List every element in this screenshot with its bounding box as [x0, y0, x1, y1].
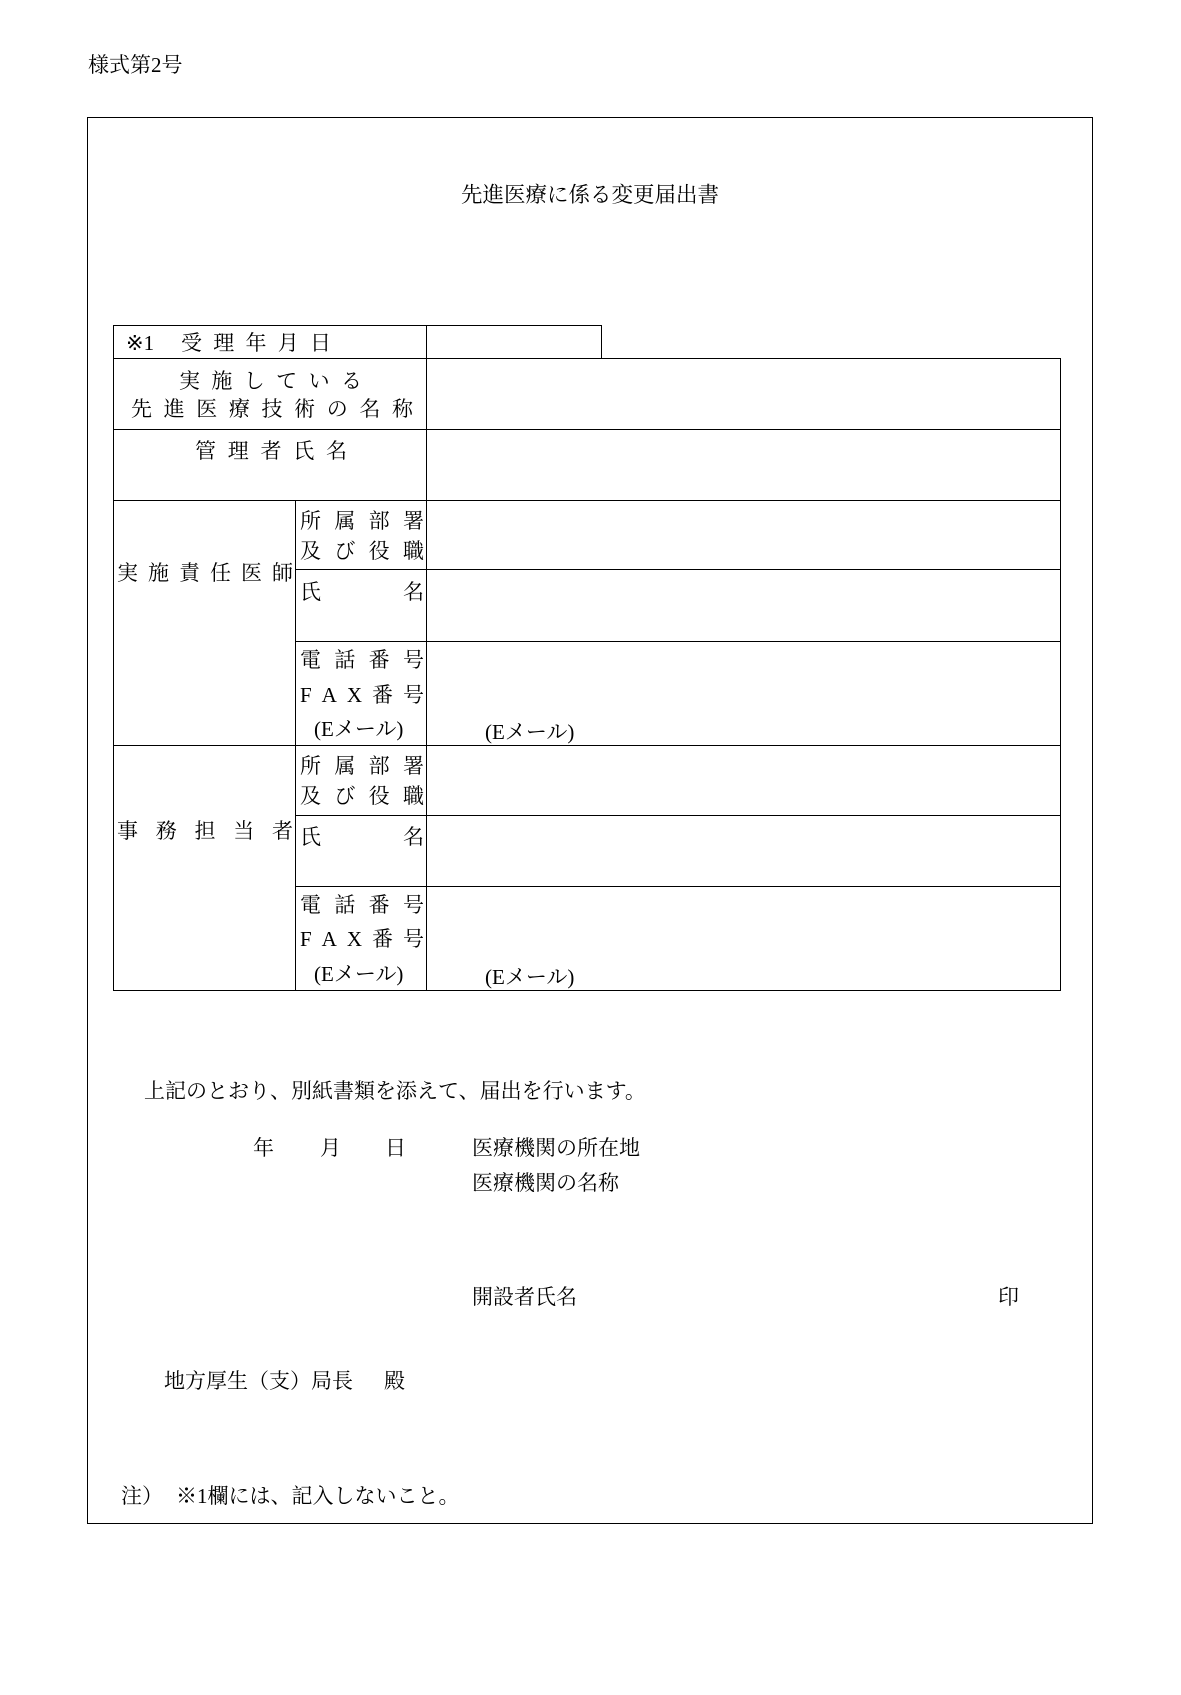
date-year-label: 年: [253, 1136, 274, 1160]
clerk-email-label: (Eメール): [314, 962, 404, 986]
clerk-dept-label-line2: 及 び 役 職: [300, 784, 424, 808]
technology-name-value-cell: [426, 358, 1061, 430]
technology-name-label-line1: 実 施 し て い る: [179, 369, 362, 393]
physician-email-value-label: (Eメール): [485, 720, 575, 744]
clerical-contact-label: 事 務 担 当 者: [117, 819, 293, 843]
clerk-phone-label: 電 話 番 号: [300, 893, 424, 917]
institution-address-label: 医療機関の所在地: [472, 1136, 640, 1160]
physician-dept-value-cell: [426, 500, 1061, 570]
physician-email-label: (Eメール): [314, 717, 404, 741]
receipt-date-prefix: ※1: [126, 331, 155, 355]
physician-dept-label-line2: 及 び 役 職: [300, 539, 424, 563]
clerk-name-value-cell: [426, 815, 1061, 887]
physician-name-label: 氏 名: [300, 580, 424, 604]
honorific: 殿: [384, 1369, 405, 1393]
receipt-date-value-cell: [426, 325, 602, 359]
note-prefix: 注）: [121, 1484, 163, 1508]
physician-name-value-cell: [426, 569, 1061, 642]
seal-mark: 印: [998, 1285, 1019, 1309]
clerk-dept-value-cell: [426, 745, 1061, 816]
administrator-name-label: 管 理 者 氏 名: [195, 439, 347, 463]
declaration-text: 上記のとおり、別紙書類を添えて、届出を行います。: [144, 1079, 646, 1103]
clerk-name-label: 氏 名: [300, 825, 424, 849]
clerk-dept-label-line1: 所 属 部 署: [300, 754, 424, 778]
physician-phone-label: 電 話 番 号: [300, 648, 424, 672]
responsible-physician-label: 実 施 責 任 医 師: [117, 561, 293, 585]
physician-fax-label: F A X 番 号: [300, 683, 424, 707]
physician-dept-label-line1: 所 属 部 署: [300, 509, 424, 533]
administrator-value-cell: [426, 429, 1061, 501]
note-text: ※1欄には、記入しないこと。: [176, 1484, 460, 1508]
addressee: 地方厚生（支）局長: [164, 1369, 353, 1393]
date-day-label: 日: [385, 1136, 406, 1160]
form-number: 様式第2号: [88, 53, 183, 77]
clerk-email-value-label: (Eメール): [485, 965, 575, 989]
responsible-physician-group-cell: [113, 500, 296, 746]
founder-name-label: 開設者氏名: [472, 1285, 577, 1309]
institution-name-label: 医療機関の名称: [472, 1171, 619, 1195]
clerk-fax-label: F A X 番 号: [300, 927, 424, 951]
receipt-date-label: 受 理 年 月 日: [181, 331, 331, 355]
technology-name-label-line2: 先 進 医 療 技 術 の 名 称: [131, 397, 413, 421]
date-month-label: 月: [320, 1136, 341, 1160]
document-title: 先進医療に係る変更届出書: [460, 183, 719, 207]
clerical-contact-group-cell: [113, 745, 296, 991]
